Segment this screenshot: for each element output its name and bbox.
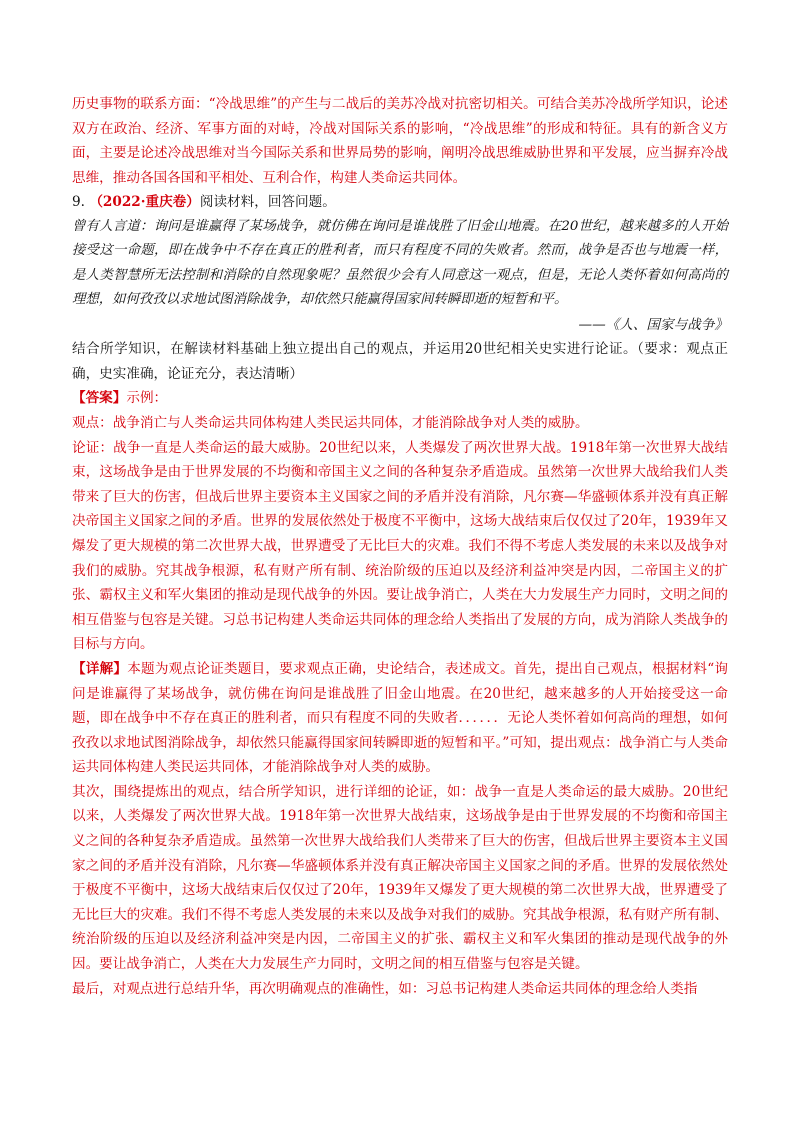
explanation-para-2: 其次，围绕提炼出的观点，结合所学知识，进行详细的论证，如：战争一直是人类命运的最大威胁。20世纪以来，人类爆发了两次世界大战。1918年第一次世界大战结束，这场战争是由于世界发展的不均衡和帝国主义之间的各种复杂矛盾造成。虽然第一次世界大战给我们人类带来了巨大的伤害，但战后世界主要资本主义国家之间的矛盾并没有消除，凡尔赛—华盛顿体系并没有真正解决帝国主义国家之间的矛盾。世界的发展依然处于极度不平衡中，这场大战结束后仅仅过了20年，1939年又爆发了更大规模的第二次世界大战，世界遭受了无比巨大的灾难。我们不得不考虑人类发展的未来以及战争对我们的威胁。究其战争根源，私有财产所有制、统治阶级的压迫以及经济利益冲突是内因，二帝国主义的扩张、霸权主义和军火集团的推动是现代战争的外因。要让战争消亡，人类在大力发展生产力同时，文明之间的相互借鉴与包容是关键。 bbox=[72, 783, 728, 973]
explanation-para-3: 最后，对观点进行总结升华，再次明确观点的准确性，如：习总书记构建人类命运共同体的理念给人类指 bbox=[72, 980, 698, 997]
question-material: 曾有人言道：询问是谁赢得了某场战争，就仿佛在询问是谁战胜了旧金山地震。在20世纪，越来越多的人开始接受这一命题，即在战争中不存在真正的胜利者，而只有程度不同的失败者。然而，战争是否也与地震一样，是人类智慧所无法控制和消除的自然现象呢？虽然很少会有人同意这一观点，但是，无论人类怀着如何高尚的理想，如何孜孜以求地试图消除战争，却依然只能赢得国家间转瞬即逝的短暂和平。 bbox=[72, 218, 728, 308]
answer-header bbox=[72, 386, 728, 411]
question-line bbox=[72, 190, 728, 215]
question-number: 9. bbox=[72, 194, 85, 211]
answer-viewpoint: 观点：战争消亡与人类命运共同体构建人类民运共同体，才能消除战争对人类的威胁。 bbox=[72, 414, 589, 431]
explanation-label: 【详解】 bbox=[72, 660, 128, 677]
answer-label: 【答案】 bbox=[72, 390, 127, 407]
question-source-tag: （2022·重庆卷） bbox=[89, 194, 200, 211]
question-prompt: 阅读材料，回答问题。 bbox=[199, 194, 336, 211]
answer-argument: 论证：战争一直是人类命运的最大威胁。20世纪以来，人类爆发了两次世界大战。1918年第一次世界大战结束，这场战争是由于世界发展的不均衡和帝国主义之间的各种复杂矛盾造成。虽然第一次世界大战给我们人类带来了巨大的伤害，但战后世界主要资本主义国家之间的矛盾并没有消除，凡尔赛—华盛顿体系并没有真正解决帝国主义国家之间的矛盾。世界的发展依然处于极度不平衡中，这场大战结束后仅仅过了20年，1939年又爆发了更大规模的第二次世界大战，世界遭受了无比巨大的灾难。我们不得不考虑人类发展的未来以及战争对我们的威胁。究其战争根源，私有财产所有制、统治阶级的压迫以及经济利益冲突是内因，二帝国主义的扩张、霸权主义和军火集团的推动是现代战争的外因。要让战争消亡，人类在大力发展生产力同时，文明之间的相互借鉴与包容是关键。习总书记构建人类命运共同体的理念给人类指出了发展的方向，成为消除人类战争的目标与方向。 bbox=[72, 439, 728, 653]
explanation-para-1 bbox=[72, 657, 728, 780]
intro-paragraph: 历史事物的联系方面：“冷战思维”的产生与二战后的美苏冷战对抗密切相关。可结合美苏冷战所学知识，论述双方在政治、经济、军事方面的对峙，冷战对国际关系的影响，“冷战思维”的形成和特征。具有的新含义方面，主要是论述冷战思维对当今国际关系和世界局势的影响，阐明冷战思维威胁世界和平发展，应当摒弃冷战思维，推动各国各国和平相处、互利合作，构建人类命运共同体。 bbox=[72, 96, 728, 186]
material-source: ——《人、国家与战争》 bbox=[578, 316, 728, 333]
question-task: 结合所学知识，在解读材料基础上独立提出自己的观点，并运用20世纪相关史实进行论证。（要求：观点正确，史实准确，论证充分，表达清晰） bbox=[72, 341, 728, 382]
answer-label-suffix: 示例： bbox=[126, 390, 168, 407]
document-page bbox=[72, 92, 728, 1001]
explanation-text-1: 本题为观点论证类题目，要求观点正确，史论结合，表述成文。首先，提出自己观点，根据材料“询问是谁赢得了某场战争，就仿佛在询问是谁战胜了旧金山地震。在20世纪，越来越多的人开始接受这一命题，即在战争中不存在真正的胜利者，而只有程度不同的失败者．．．．．．无论人类怀着如何高尚的理想，如何孜孜以求地试图消除战争，却依然只能赢得国家间转瞬即逝的短暂和平。”可知，提出观点：战争消亡与人类命运共同体构建人类民运共同体，才能消除战争对人类的威胁。 bbox=[72, 660, 729, 776]
